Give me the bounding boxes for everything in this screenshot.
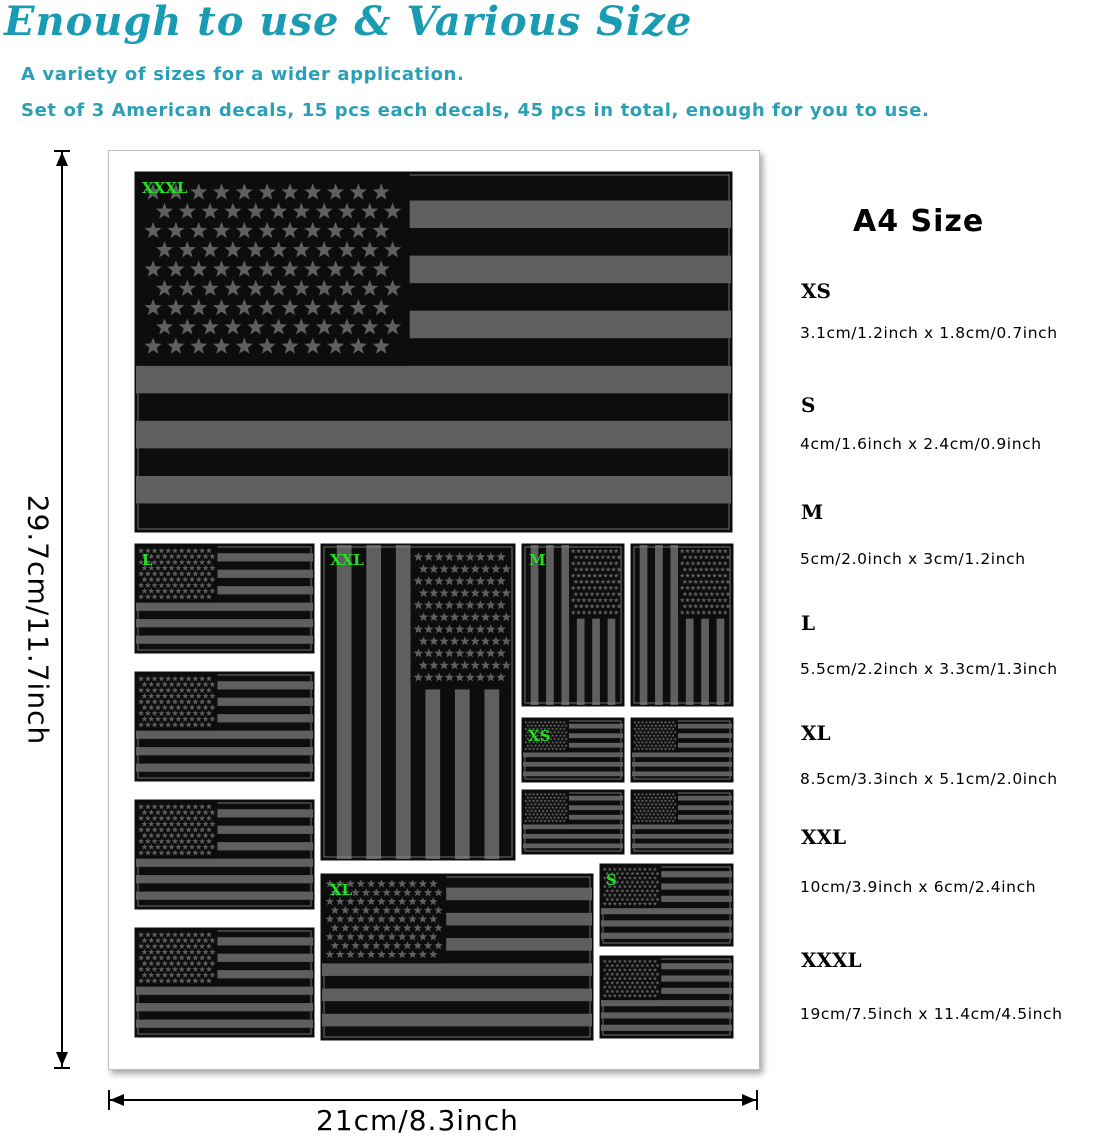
flag-stripe	[136, 859, 313, 867]
flag-stripe	[136, 875, 313, 883]
flag-stripe	[136, 1003, 313, 1011]
flag-s-1	[600, 864, 734, 947]
flag-stripe	[523, 762, 623, 767]
flag-stripe	[601, 920, 732, 926]
height-label: 29.7cm/11.7inch	[21, 494, 55, 746]
subtitle-line-2: Set of 3 American decals, 15 pcs each decals, 45 pcs in total, enough for you to use.	[21, 100, 930, 121]
size-xxl-dims: 10cm/3.9inch x 6cm/2.4inch	[800, 878, 1037, 896]
flag-stripe	[523, 834, 623, 839]
flag-stripe	[640, 545, 648, 705]
flag-stripe	[632, 843, 732, 848]
flag-stripe	[546, 545, 554, 705]
flag-l-2	[135, 672, 315, 782]
width-label: 21cm/8.3inch	[316, 1104, 519, 1137]
flag-stripe	[655, 545, 663, 705]
flag-stripe	[601, 1012, 732, 1018]
flag-stripe	[632, 752, 732, 757]
width-dimension-cap-right	[756, 1090, 758, 1110]
size-xl-dims: 8.5cm/3.3inch x 5.1cm/2.0inch	[800, 770, 1058, 788]
label-xs: XS	[528, 727, 551, 745]
flag-stripe	[523, 752, 623, 757]
flag-xl	[321, 874, 594, 1041]
arrow-left-icon	[110, 1094, 124, 1106]
a4-size-title: A4 Size	[853, 204, 985, 239]
flag-stripe	[523, 771, 623, 776]
flag-stripe	[136, 764, 313, 772]
flag-xs-3	[522, 790, 625, 855]
width-dimension-line	[109, 1099, 758, 1101]
flag-stripe	[322, 1014, 592, 1027]
flag-stripe	[632, 771, 732, 776]
flag-stripe	[136, 892, 313, 900]
flag-stripe	[136, 747, 313, 755]
flag-stripe	[601, 1000, 732, 1006]
decal-sheet	[108, 150, 760, 1070]
flag-stripe	[322, 989, 592, 1002]
size-m-name: M	[801, 500, 824, 524]
flag-stripe	[523, 824, 623, 829]
flag-stripe	[601, 1025, 732, 1031]
size-l-dims: 5.5cm/2.2inch x 3.3cm/1.3inch	[800, 660, 1058, 678]
label-l: L	[142, 551, 153, 569]
arrow-down-icon	[56, 1052, 68, 1066]
label-s: S	[606, 871, 617, 889]
arrow-up-icon	[56, 152, 68, 166]
flag-stripe	[601, 933, 732, 939]
flag-stripe	[632, 834, 732, 839]
size-m-dims: 5cm/2.0inch x 3cm/1.2inch	[800, 550, 1026, 568]
size-xxxl-dims: 19cm/7.5inch x 11.4cm/4.5inch	[800, 1005, 1063, 1023]
label-xxl: XXL	[330, 551, 364, 569]
flag-stripe	[136, 619, 313, 627]
flag-stripe	[136, 987, 313, 995]
size-s-name: S	[801, 393, 816, 417]
flag-stripe	[366, 545, 381, 859]
size-xl-name: XL	[801, 721, 831, 745]
arrow-right-icon	[742, 1094, 756, 1106]
flag-s-2	[600, 956, 734, 1039]
flag-xxxl	[135, 172, 733, 533]
size-s-dims: 4cm/1.6inch x 2.4cm/0.9inch	[800, 435, 1042, 453]
size-xs-dims: 3.1cm/1.2inch x 1.8cm/0.7inch	[800, 324, 1058, 342]
flag-stripe	[136, 731, 313, 739]
flag-stripe	[601, 908, 732, 914]
size-xs-name: XS	[801, 279, 831, 303]
flag-l-4	[135, 928, 315, 1038]
size-xxxl-name: XXXL	[801, 948, 862, 972]
flag-m-2	[631, 544, 734, 707]
flag-xs-4	[631, 790, 734, 855]
flag-stripe	[670, 545, 678, 705]
size-l-name: L	[801, 611, 816, 635]
flag-stripe	[136, 1020, 313, 1028]
height-dimension-cap-bottom	[54, 1067, 70, 1069]
subtitle-line-1: A variety of sizes for a wider application.	[21, 64, 465, 85]
flag-l-3	[135, 800, 315, 910]
flag-stripe	[136, 636, 313, 644]
headline: Enough to use & Various Size	[4, 0, 693, 45]
flag-stripe	[531, 545, 539, 705]
decal-sheet-flags	[109, 151, 759, 1069]
flag-stripe	[136, 421, 731, 449]
flag-stripe	[136, 366, 731, 394]
flag-stripe	[632, 762, 732, 767]
flag-stripe	[136, 603, 313, 611]
size-xxl-name: XXL	[801, 825, 847, 849]
height-dimension-line	[61, 150, 63, 1068]
flag-stripe	[136, 476, 731, 504]
label-xl: XL	[330, 881, 353, 899]
flag-stripe	[337, 545, 352, 859]
flag-l-1	[135, 544, 315, 654]
flag-stripe	[561, 545, 569, 705]
label-xxxl: XXXL	[142, 179, 188, 197]
label-m: M	[529, 551, 546, 569]
flag-xxl	[321, 544, 516, 861]
flag-stripe	[632, 824, 732, 829]
flag-xs-2	[631, 718, 734, 783]
flag-stripe	[396, 545, 411, 859]
flag-stripe	[322, 963, 592, 976]
flag-stripe	[523, 843, 623, 848]
